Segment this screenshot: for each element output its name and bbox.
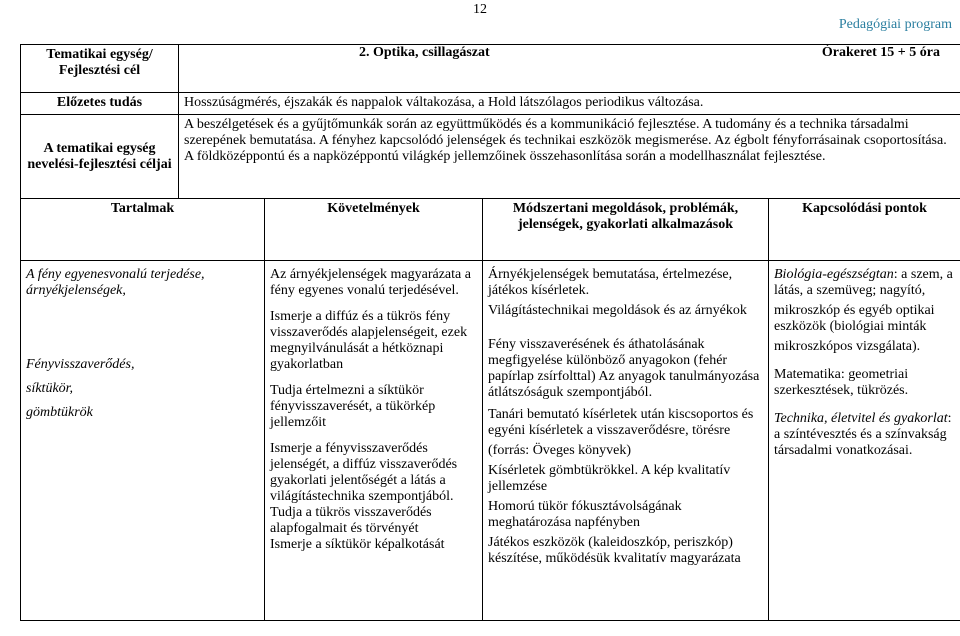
tech-text: : a színtévesztés és a színvakság társadalmi vonatkozásai. xyxy=(774,411,952,458)
method-item: Árnyékjelenségek bemutatása, értelmezése, játékos kísérletek. xyxy=(488,267,733,298)
requirements-cell xyxy=(265,261,483,621)
program-label: Pedagógiai program xyxy=(838,17,952,32)
requirement-item: Tudja értelmezni a síktükör fényvisszaverését, a tükörkép jellemzőit xyxy=(270,383,436,430)
biology-subject: Biológia-egészségtan xyxy=(774,267,894,282)
biology-text: : a szem, a látás, a szemüveg; nagyító, xyxy=(774,267,953,298)
method-item: Homorú tükör fókusztávolságának meghatározása napfényben xyxy=(488,499,682,530)
requirement-item: Ismerje a diffúz és a tükrös fény visszaverődés alapjelenségeit, ezek megnyilvánulását a hétköznapi gyakorlatban xyxy=(270,309,468,372)
connections-cell xyxy=(769,261,960,621)
hours-label: Órakeret 15 + 5 óra xyxy=(821,45,940,60)
content-header: Tartalmak xyxy=(21,199,265,261)
requirement-item: Az árnyékjelenségek magyarázata a fény egyenes vonalú terjedésével. xyxy=(270,267,471,298)
goals-label: A tematikai egység nevelési-fejlesztési céljai xyxy=(21,115,179,199)
content-item: A fény egyenesvonalú terjedése, árnyékjelenségek, xyxy=(26,267,205,298)
content-item: gömbtükrök xyxy=(26,405,93,420)
method-item: (forrás: Öveges könyvek) xyxy=(488,443,632,458)
method-item: Tanári bemutató kísérletek után kiscsoportos és egyéni kísérletek a visszaverődésre, törésre xyxy=(488,407,754,438)
prior-label: Előzetes tudás xyxy=(21,93,179,115)
content-item: Fényvisszaverődés, xyxy=(26,357,135,372)
content-item: síktükör, xyxy=(26,381,74,396)
requirements-header: Követelmények xyxy=(265,199,483,261)
method-item: Játékos eszközök (kaleidoszkóp, periszkóp) készítése, működésük kvalitatív magyarázata xyxy=(488,535,741,566)
methods-cell xyxy=(483,261,769,621)
unit-label: Tematikai egység/ Fejlesztési cél xyxy=(21,45,179,93)
method-item: Világítástechnikai megoldások és az árnyékok xyxy=(488,303,747,318)
requirement-item: Ismerje a síktükör képalkotását xyxy=(270,537,445,552)
math-text: : geometriai szerkesztések, tükrözés. xyxy=(774,367,909,398)
unit-title: 2. Optika, csillagászat xyxy=(359,45,490,60)
prior-text: Hosszúságmérés, éjszakák és nappalok váltakozása, a Hold látszólagos periodikus változása. xyxy=(179,93,960,115)
method-item: Fény visszaverésének és áthatolásának megfigyelése különböző anyagokon (fehér papírlap zsírfolttal) Az anyagok tanulmányozása átlátszóságuk szempontjából. xyxy=(488,337,760,400)
requirement-item: Tudja a tükrös visszaverődés alapfogalmait és törvényét xyxy=(270,505,432,536)
goals-text: A beszélgetések és a gyűjtőmunkák során az együttműködés és a kommunikáció fejlesztése. A tudomány és a technika társadalmi szerepének bemutatása. A fényhez kapcsolódó jelenségek és technikai eszközök megismerése. Az égbolt fényforrásainak csoportosítása. A földközéppontú és a napközéppontú világkép jellemzőinek összehasonlítása során a modellhasználat fejlesztése. xyxy=(179,115,960,199)
curriculum-table xyxy=(20,44,960,621)
biology-text-3: mikroszkópos vizsgálata). xyxy=(774,339,921,354)
biology-text-2: mikroszkóp és egyéb optikai eszközök (biológiai minták xyxy=(774,303,935,334)
method-item: Kísérletek gömbtükrökkel. A kép kvalitatív jellemzése xyxy=(488,463,731,494)
connections-header: Kapcsolódási pontok xyxy=(769,199,960,261)
requirement-item: Ismerje a fényvisszaverődés jelenségét, a diffúz visszaverődés gyakorlati jelentőségét a látás a világítástechnika szempontjából. xyxy=(270,441,458,504)
page-number: 12 xyxy=(473,2,487,17)
content-cell xyxy=(21,261,265,621)
math-subject: Matematika xyxy=(774,367,841,382)
tech-subject: Technika, életvitel és gyakorlat xyxy=(774,411,948,426)
methods-header: Módszertani megoldások, problémák, jelenségek, gyakorlati alkalmazások xyxy=(483,199,769,261)
